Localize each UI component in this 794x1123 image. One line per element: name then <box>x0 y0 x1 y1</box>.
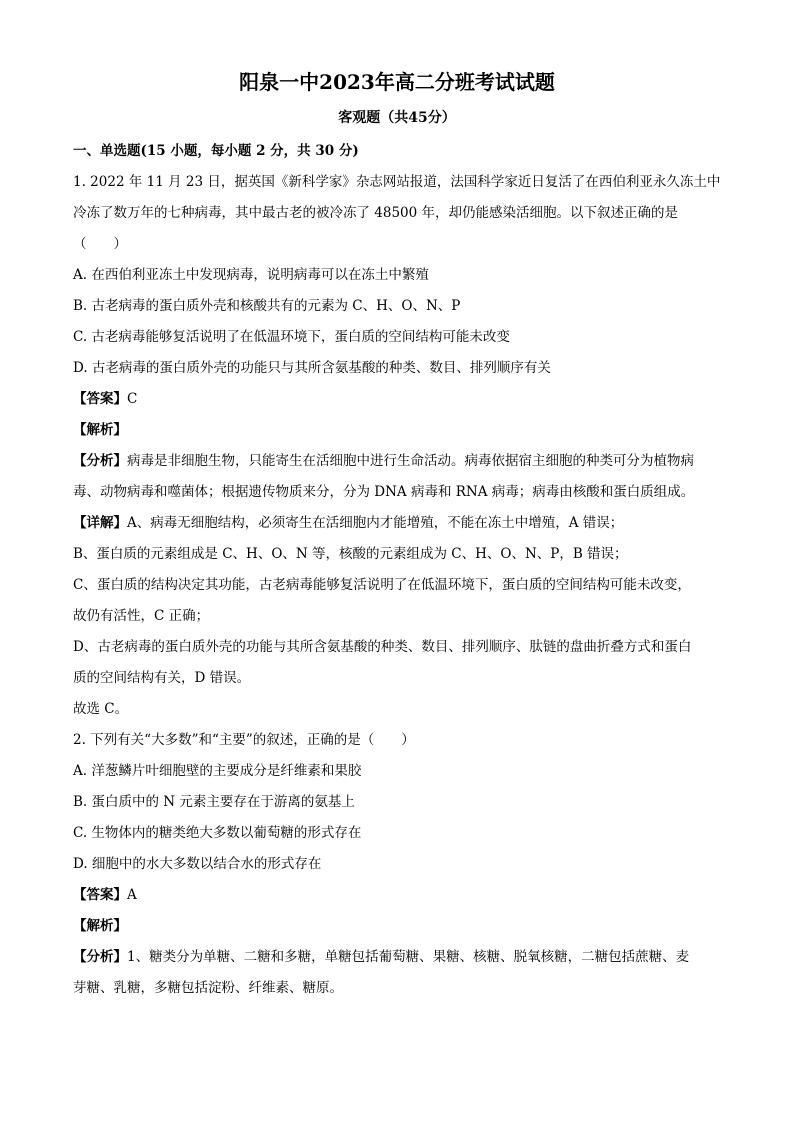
q1-xiangjie-line-3: C、蛋白质的结构决定其功能，古老病毒能够复活说明了在低温环境下，蛋白质的空间结构可能未改变， <box>73 577 691 593</box>
fenxi-tag: 【分析】 <box>73 949 127 965</box>
fenxi-text: 病毒是非细胞生物，只能寄生在活细胞中进行生命活动。病毒依据宿主细胞的种类可分为植物病 <box>127 453 694 469</box>
q1-stem-line-2: 冷冻了数万年的七种病毒，其中最古老的被冷冻了 48500 年，却仍能感染活细胞。以下叙述正确的是 <box>73 205 679 221</box>
fenxi-text: 1、糖类分为单糖、二糖和多糖，单糖包括葡萄糖、果糖、核糖、脱氧核糖，二糖包括蔗糖、麦 <box>127 949 690 965</box>
q1-fenxi-line-2: 毒、动物病毒和噬菌体；根据遗传物质来分，分为 DNA 病毒和 RNA 病毒；病毒由核酸和蛋白质组成。 <box>73 484 695 500</box>
section-heading: 一、单选题(15 小题，每小题 2 分，共 30 分) <box>73 143 359 159</box>
q2-analysis-tag: 【解析】 <box>73 918 127 934</box>
fenxi-tag: 【分析】 <box>73 453 127 469</box>
q2-option-d: D. 细胞中的水大多数以结合水的形式存在 <box>73 856 322 872</box>
page-subtitle: 客观题（共45分） <box>338 110 456 126</box>
q1-xiangjie-line-4: 故仍有活性，C 正确； <box>73 608 210 624</box>
q2-stem: 2. 下列有关“大多数”和“主要”的叙述，正确的是（ ） <box>73 732 415 748</box>
q1-fenxi-line-1 <box>73 452 694 470</box>
q1-xiangjie-line-2: B、蛋白质的元素组成是 C、H、O、N 等，核酸的元素组成为 C、H、O、N、P，B 错误； <box>73 546 628 562</box>
q2-option-c: C. 生物体内的糖类绝大多数以葡萄糖的形式存在 <box>73 825 362 841</box>
xiangjie-text: A、病毒无细胞结构，必须寄生在活细胞内才能增殖，不能在冻土中增殖，A 错误； <box>127 515 624 531</box>
q1-analysis-tag: 【解析】 <box>73 422 127 438</box>
q1-conclusion: 故选 C。 <box>73 701 129 717</box>
answer-tag: 【答案】 <box>73 887 127 903</box>
answer-tag: 【答案】 <box>73 391 127 407</box>
q2-option-b: B. 蛋白质中的 N 元素主要存在于游离的氨基上 <box>73 794 355 810</box>
q2-option-a: A. 洋葱鳞片叶细胞壁的主要成分是纤维素和果胶 <box>73 763 362 779</box>
q1-xiangjie-line-6: 质的空间结构有关，D 错误。 <box>73 670 251 686</box>
page-title: 阳泉一中2023年高二分班考试试题 <box>239 70 555 94</box>
q2-fenxi-line-1 <box>73 948 689 966</box>
q1-xiangjie-line-1 <box>73 514 623 532</box>
xiangjie-tag: 【详解】 <box>73 515 127 531</box>
q1-stem-line-1: 1. 2022 年 11 月 23 日，据英国《新科学家》杂志网站报道，法国科学家近日复活了在西伯利亚永久冻土中 <box>73 174 721 190</box>
q1-xiangjie-line-5: D、古老病毒的蛋白质外壳的功能与其所含氨基酸的种类、数目、排列顺序、肽链的盘曲折叠方式和蛋白 <box>73 639 692 655</box>
q1-option-a: A. 在西伯利亚冻土中发现病毒，说明病毒可以在冻土中繁殖 <box>73 267 429 283</box>
q1-answer <box>73 390 137 408</box>
q1-stem-line-3: （ ） <box>73 236 127 252</box>
answer-value: C <box>127 391 138 407</box>
q1-option-d: D. 古老病毒的蛋白质外壳的功能只与其所含氨基酸的种类、数目、排列顺序有关 <box>73 360 551 376</box>
q1-option-c: C. 古老病毒能够复活说明了在低温环境下，蛋白质的空间结构可能未改变 <box>73 329 510 345</box>
q2-answer <box>73 886 137 904</box>
answer-value: A <box>127 887 137 903</box>
q2-fenxi-line-2: 芽糖、乳糖，多糖包括淀粉、纤维素、糖原。 <box>73 980 343 996</box>
q1-option-b: B. 古老病毒的蛋白质外壳和核酸共有的元素为 C、H、O、N、P <box>73 298 461 314</box>
